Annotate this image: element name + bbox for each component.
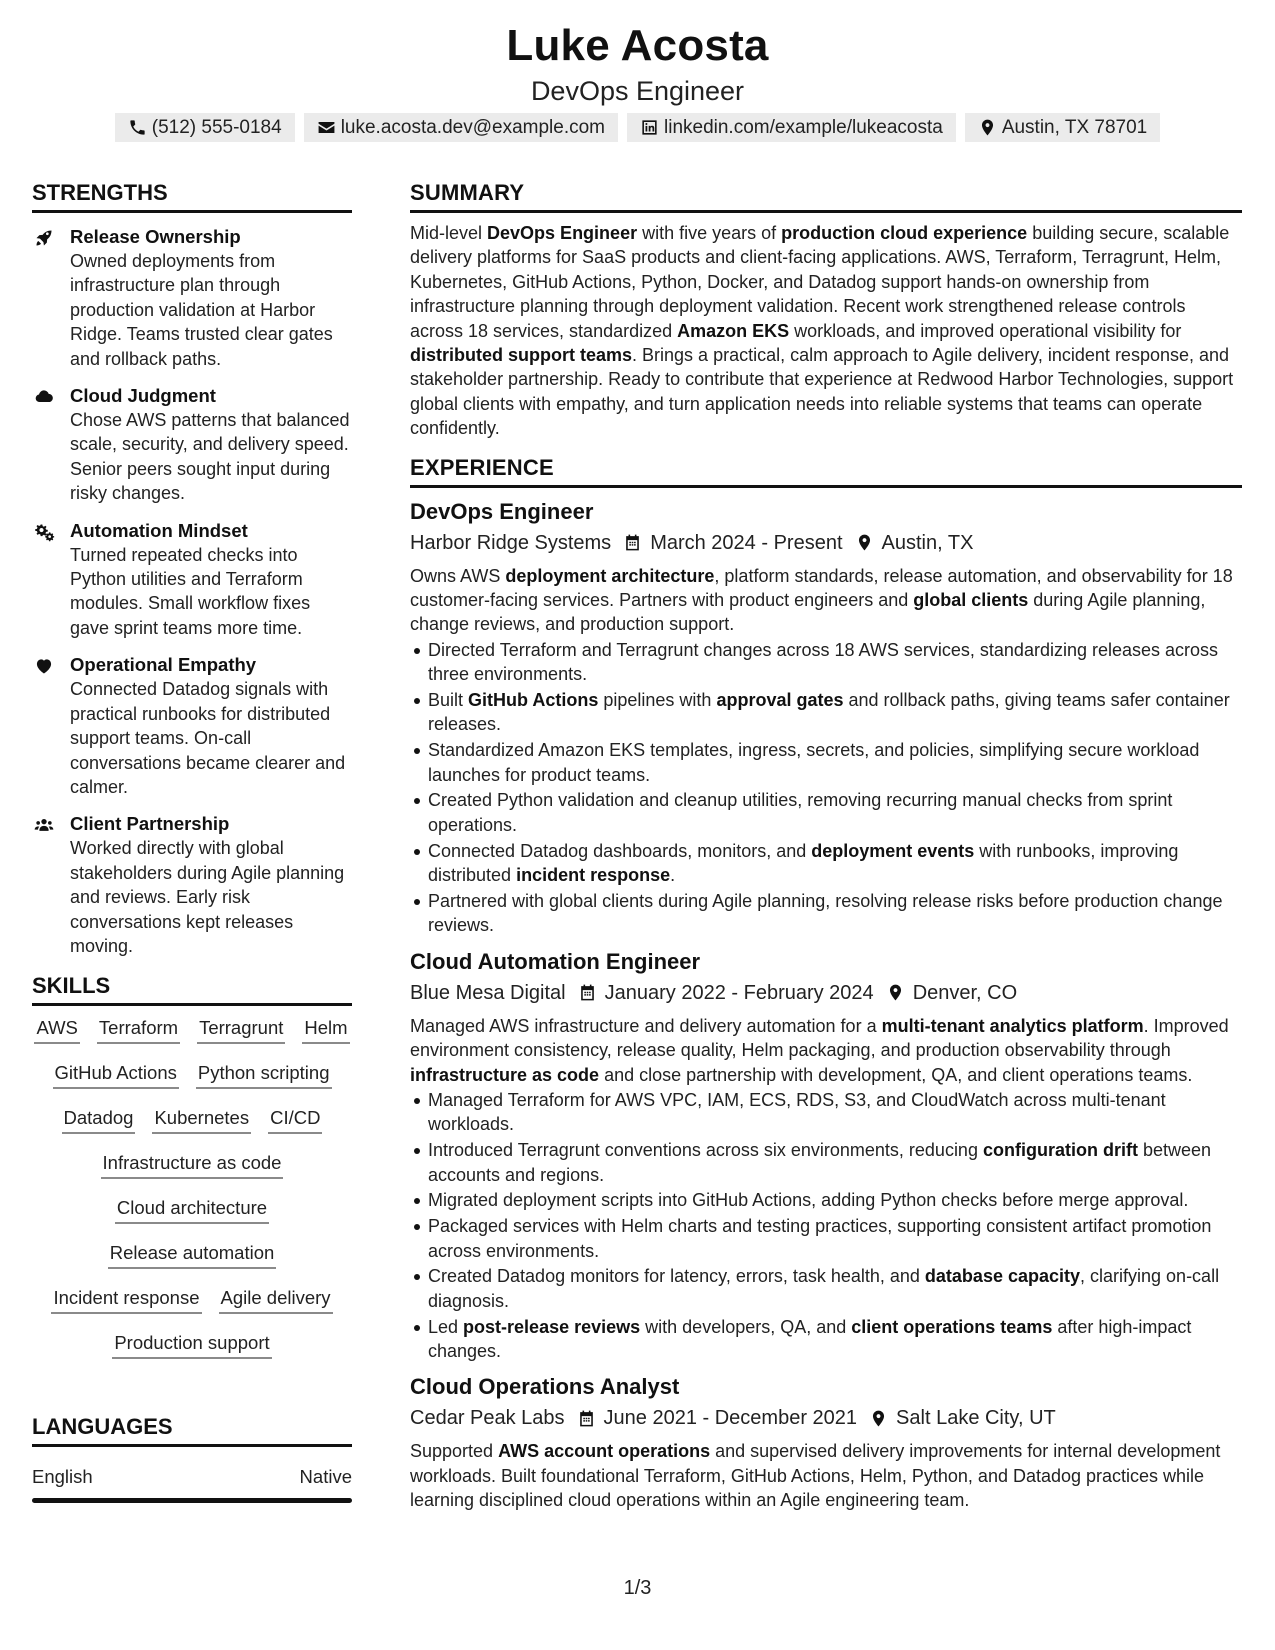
job-description — [410, 1439, 1242, 1512]
language-item — [32, 1465, 352, 1489]
text-segment: Supported — [410, 1441, 499, 1462]
bullet-item — [410, 1088, 1242, 1137]
candidate-name: Luke Acosta — [506, 21, 769, 70]
bullet-item — [410, 738, 1242, 787]
skill-tag: Infrastructure as code — [101, 1151, 284, 1179]
text-segment: Introduced Terragrunt conventions across six environments, reducing — [428, 1140, 983, 1161]
job-dates-group — [577, 1403, 858, 1433]
job-location: Denver, CO — [912, 981, 1018, 1004]
text-segment: Created Datadog monitors for latency, errors, task health, and — [428, 1266, 925, 1287]
text-segment: with runbooks, improving distributed — [428, 840, 1179, 886]
experience-heading: EXPERIENCE — [410, 453, 1242, 488]
phone-icon — [128, 118, 147, 137]
bullet-item — [410, 688, 1242, 737]
language-level: Native — [299, 1466, 352, 1488]
text-segment: Managed AWS infrastructure and delivery automation for a — [410, 1015, 882, 1036]
text-segment: workloads, and improved operational visibility for — [789, 320, 1182, 341]
job-dates: June 2021 - December 2021 — [603, 1407, 858, 1430]
bold-text: multi-tenant analytics platform — [881, 1015, 1144, 1036]
contact-bar — [0, 113, 1275, 142]
strength-title: Release Ownership — [70, 226, 241, 247]
calendar-icon — [623, 533, 642, 552]
strengths-list — [32, 225, 352, 958]
strength-description: Worked directly with global stakeholders during Agile planning and reviews. Early risk conversations kept releases moving. — [70, 838, 345, 956]
bullet-item — [410, 1264, 1242, 1313]
skill-tag: Terragrunt — [197, 1016, 285, 1044]
text-segment: with developers, QA, and — [640, 1316, 852, 1337]
strength-description: Owned deployments from infrastructure plan through production validation at Harbor Ridge. Teams trusted clear gates and rollback paths. — [70, 251, 333, 369]
strength-title: Operational Empathy — [70, 654, 257, 676]
skill-row — [32, 1286, 352, 1331]
bullet-item — [410, 1188, 1242, 1212]
contact-text: linkedin.com/example/lukeacosta — [664, 116, 943, 138]
linkedin-icon — [640, 118, 659, 137]
skill-tag: Cloud architecture — [115, 1196, 269, 1224]
skill-row — [32, 1196, 352, 1241]
strength-item — [32, 812, 352, 958]
text-segment: , clarifying on-call diagnosis. — [428, 1266, 1220, 1311]
bullet-item — [410, 1214, 1242, 1263]
job-dates-group — [578, 978, 874, 1008]
strength-description: Chose AWS patterns that balanced scale, security, and delivery speed. Senior peers sought input during risky changes. — [70, 410, 350, 504]
text-segment: . — [670, 865, 676, 886]
text-segment: and close partnership with development, QA, and client operations teams. — [599, 1064, 1193, 1085]
text-segment: Standardized Amazon EKS templates, ingress, secrets, and policies, simplifying secure workload launches for product teams. — [428, 740, 1200, 785]
contact-item[interactable] — [115, 113, 295, 142]
calendar-icon — [578, 983, 597, 1002]
skill-row — [32, 1241, 352, 1286]
text-segment: Created Python validation and cleanup utilities, removing recurring manual checks from sprint operations. — [428, 790, 1173, 835]
strength-item — [32, 519, 352, 641]
job-bullets — [410, 1088, 1242, 1363]
text-segment: Directed Terraform and Terragrunt changes across 18 AWS services, standardizing releases across three environments. — [428, 639, 1219, 685]
language-name: English — [32, 1466, 93, 1488]
rocket-icon — [33, 228, 55, 248]
job-location-group — [886, 978, 1017, 1008]
cloud-icon — [33, 387, 55, 407]
strengths-heading: STRENGTHS — [32, 178, 352, 213]
strength-item — [32, 225, 352, 371]
left-column — [32, 178, 352, 1503]
skill-tag: Datadog — [62, 1106, 136, 1134]
map-pin-icon — [886, 983, 905, 1002]
candidate-title: DevOps Engineer — [530, 76, 745, 106]
job-dates-group — [623, 528, 842, 558]
text-segment: Partnered with global clients during Agile planning, resolving release risks before production change reviews. — [428, 890, 1223, 936]
bold-text: configuration drift — [982, 1140, 1138, 1161]
bold-text: post-release reviews — [463, 1316, 641, 1337]
text-segment: after high-impact changes. — [428, 1316, 1192, 1361]
bold-text: approval gates — [716, 690, 844, 711]
skill-tag: Terraform — [97, 1016, 180, 1044]
bold-text: client operations teams — [851, 1316, 1053, 1337]
text-segment: , platform standards, release automation, and observability for 18 customer-facing services. Partners with product engineers and — [410, 565, 1233, 611]
text-segment: and supervised delivery improvements for internal development workloads. Built foundational Terraform, GitHub Actions, Helm, Python, and Datadog practices while learning disciplined cloud operations within an Agile engineering team. — [410, 1441, 1221, 1511]
strength-title: Automation Mindset — [70, 519, 248, 541]
skill-row — [32, 1106, 352, 1151]
skill-tag: Python scripting — [196, 1061, 332, 1089]
bold-text: global clients — [913, 590, 1029, 611]
job-meta — [410, 1403, 1242, 1433]
strength-description: Turned repeated checks into Python utilities and Terraform modules. Small workflow fixes gave sprint teams more time. — [70, 544, 311, 638]
job-role: Cloud Automation Engineer — [410, 948, 701, 974]
text-segment: between accounts and regions. — [428, 1140, 1212, 1185]
job-role: DevOps Engineer — [410, 498, 594, 524]
map-pin-icon — [869, 1409, 888, 1428]
skill-tag: AWS — [34, 1016, 79, 1044]
bold-text: deployment events — [811, 840, 975, 861]
text-segment: Migrated deployment scripts into GitHub Actions, adding Python checks before merge approval. — [428, 1190, 1189, 1211]
text-segment: with five years of — [637, 223, 782, 243]
text-segment: Led — [428, 1316, 464, 1337]
bold-text: deployment architecture — [505, 565, 715, 586]
bold-text: AWS account operations — [498, 1441, 711, 1462]
bullet-item — [410, 1138, 1242, 1187]
resume-header — [0, 18, 1275, 108]
text-segment: pipelines with — [598, 690, 717, 711]
page-number: 1/3 — [623, 1577, 652, 1599]
text-segment: Mid-level — [410, 223, 488, 243]
right-column — [410, 178, 1242, 1513]
job-company: Blue Mesa Digital — [410, 981, 566, 1004]
job-entry — [410, 948, 1242, 1364]
heart-icon — [33, 656, 55, 676]
text-segment: during Agile planning, change reviews, and production support. — [410, 590, 1206, 635]
summary-text — [410, 221, 1242, 441]
skill-tag: Kubernetes — [152, 1106, 251, 1134]
skills-heading: SKILLS — [32, 971, 352, 1006]
contact-text: (512) 555-0184 — [151, 116, 282, 138]
envelope-icon — [317, 118, 336, 137]
bold-text: incident response — [516, 865, 671, 886]
map-pin-icon — [978, 118, 997, 137]
job-entry — [410, 1373, 1242, 1512]
calendar-icon — [577, 1409, 596, 1428]
text-segment: Managed Terraform for AWS VPC, IAM, ECS, RDS, S3, and CloudWatch across multi-tenant workloads. — [428, 1089, 1166, 1135]
job-company: Cedar Peak Labs — [410, 1407, 565, 1430]
experience-list — [410, 498, 1242, 1513]
languages-list — [32, 1465, 352, 1503]
job-dates: January 2022 - February 2024 — [604, 981, 874, 1004]
job-entry — [410, 498, 1242, 938]
contact-text: Austin, TX 78701 — [1001, 116, 1148, 138]
bullet-item — [410, 638, 1242, 687]
bold-text: production cloud experience — [781, 223, 1028, 243]
text-segment: Connected Datadog dashboards, monitors, and — [428, 840, 812, 861]
text-segment: . Improved environment consistency, release quality, Helm packaging, and production observability through — [410, 1015, 1229, 1061]
contact-item[interactable] — [965, 113, 1160, 142]
text-segment: Owns AWS — [410, 565, 506, 586]
contact-item[interactable] — [304, 113, 618, 142]
bullet-item — [410, 1315, 1242, 1364]
bold-text: distributed support teams — [410, 345, 633, 366]
job-role: Cloud Operations Analyst — [410, 1374, 680, 1400]
strength-item — [32, 653, 352, 799]
bullet-item — [410, 839, 1242, 888]
strength-description: Connected Datadog signals with practical runbooks for distributed support teams. On-call conversations became clearer and calmer. — [70, 679, 346, 797]
skill-tag: Helm — [302, 1016, 349, 1044]
job-description — [410, 564, 1242, 637]
bold-text: DevOps Engineer — [487, 223, 638, 243]
gears-icon — [33, 522, 55, 542]
bullet-item — [410, 788, 1242, 837]
text-segment: and rollback paths, giving teams safer container releases. — [428, 690, 1230, 735]
contact-text: luke.acosta.dev@example.com — [340, 116, 605, 138]
map-pin-icon — [855, 533, 874, 552]
job-location-group — [855, 528, 974, 558]
job-bullets — [410, 638, 1242, 938]
bold-text: GitHub Actions — [468, 690, 599, 711]
skill-tag: GitHub Actions — [53, 1061, 179, 1089]
skill-row — [32, 1016, 352, 1061]
skills-list — [32, 1016, 352, 1376]
text-segment: Built — [428, 690, 469, 711]
job-dates: March 2024 - Present — [650, 531, 843, 554]
strength-title: Client Partnership — [70, 813, 230, 835]
users-icon — [33, 815, 55, 835]
languages-heading: LANGUAGES — [32, 1412, 352, 1447]
bold-text: database capacity — [924, 1266, 1081, 1287]
skill-row — [32, 1151, 352, 1196]
language-proficiency-bar — [32, 1498, 352, 1503]
bold-text: Amazon EKS — [677, 320, 790, 341]
skill-tag: Agile delivery — [219, 1286, 333, 1314]
summary-heading: SUMMARY — [410, 178, 1242, 213]
skill-row — [32, 1061, 352, 1106]
text-segment: . Brings a practical, calm approach to Agile delivery, incident response, and stakeholder partnership. Ready to contribute that experience at Redwood Harbor Technologies, support global clients with empathy, and turn application needs into reliable systems that teams can operate confidently. — [410, 345, 1234, 439]
strength-title: Cloud Judgment — [70, 385, 216, 407]
job-description — [410, 1014, 1242, 1087]
job-location: Austin, TX — [881, 531, 974, 554]
bullet-item — [410, 889, 1242, 938]
job-location: Salt Lake City, UT — [896, 1407, 1056, 1430]
skill-tag: Release automation — [108, 1241, 277, 1269]
text-segment: building secure, scalable delivery platforms for SaaS products and client-facing applications. AWS, Terraform, Terragrunt, Helm, Kubernetes, GitHub Actions, Python, Docker, and Datadog support hands-on ownership from infrastructure planning through deployment validation. Recent work strengthened release controls across 18 services, standardized — [410, 223, 1230, 341]
skill-tag: Incident response — [51, 1286, 201, 1314]
text-segment: Packaged services with Helm charts and testing practices, supporting consistent artifact promotion across environments. — [428, 1216, 1212, 1261]
job-meta — [410, 528, 1242, 558]
job-meta — [410, 978, 1242, 1008]
strength-item — [32, 384, 352, 506]
job-location-group — [869, 1403, 1056, 1433]
bold-text: infrastructure as code — [410, 1064, 600, 1085]
contact-item[interactable] — [627, 113, 956, 142]
job-company: Harbor Ridge Systems — [410, 531, 612, 554]
skill-tag: Production support — [112, 1331, 271, 1359]
skill-row — [32, 1331, 352, 1376]
skill-tag: CI/CD — [268, 1106, 322, 1134]
